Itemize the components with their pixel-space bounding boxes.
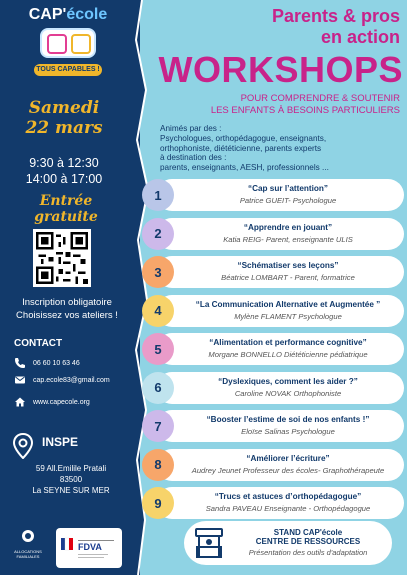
phone-number: 06 60 10 63 46 bbox=[33, 359, 80, 367]
logo-brand-left: CAP' bbox=[28, 6, 67, 23]
caf-label: ALLOCATIONS FAMILIALES bbox=[14, 549, 42, 559]
workshop-speaker: Mylène FLAMENT Psychologue bbox=[234, 311, 342, 321]
workshop-speaker: Sandra PAVEAU Enseignante - Orthopédagogue bbox=[205, 504, 371, 513]
animators-line-5: parents, enseignants, AESH, professionnels ... bbox=[160, 163, 329, 173]
registration-line-1: Inscription obligatoire bbox=[22, 297, 112, 308]
workshop-title: “Dyslexiques, comment les aider ?” bbox=[218, 376, 358, 386]
workshop-speaker: Morgane BONNELLO Diététicienne pédiatrique bbox=[208, 350, 368, 359]
venue-address bbox=[12, 463, 130, 496]
home-icon bbox=[14, 396, 26, 408]
smiley-face-icon bbox=[71, 34, 91, 54]
workshop-number: 9 bbox=[142, 487, 174, 519]
workshop-title: “Alimentation et performance cognitive” bbox=[209, 338, 367, 347]
workshop-number: 6 bbox=[142, 372, 174, 404]
registration-qr-code[interactable] bbox=[33, 229, 91, 287]
event-date bbox=[0, 98, 128, 138]
workshop-title: “Booster l’estime de soi de nos enfants !” bbox=[206, 415, 370, 424]
venue-postcode: 83500 bbox=[59, 475, 83, 484]
event-day-date: 22 mars bbox=[25, 118, 103, 138]
logo-brand bbox=[26, 6, 110, 24]
logo-brand-right: école bbox=[66, 6, 108, 23]
workshop-speaker: Béatrice LOMBART - Parent, formatrice bbox=[221, 273, 355, 282]
caf-emblem-icon bbox=[17, 528, 39, 548]
workshop-number: 4 bbox=[142, 295, 174, 327]
free-entry: Entrée gratuite bbox=[34, 193, 98, 225]
event-hours bbox=[0, 155, 128, 187]
stand-line-2: CENTRE DE RESSOURCES bbox=[255, 537, 361, 546]
logo-tagline: TOUS CAPABLES ! bbox=[34, 64, 102, 76]
workshop-item[interactable] bbox=[142, 410, 404, 442]
workshop-number: 3 bbox=[142, 256, 174, 288]
contact-website[interactable] bbox=[14, 395, 90, 409]
workshop-item[interactable] bbox=[142, 218, 404, 250]
animators-block bbox=[160, 124, 400, 173]
workshop-item[interactable] bbox=[142, 449, 404, 481]
contact-phone[interactable] bbox=[14, 356, 80, 370]
stand-booth-icon bbox=[194, 527, 224, 559]
headline-line-1: Parents & pros bbox=[271, 6, 400, 26]
stand-line-3: Présentation des outils d'adaptation bbox=[248, 548, 368, 557]
venue-city: La SEYNE SUR MER bbox=[32, 486, 110, 495]
workshop-title: “Cap sur l’attention” bbox=[247, 184, 329, 193]
time-afternoon: 14:00 à 17:00 bbox=[25, 172, 103, 186]
event-day: Samedi bbox=[28, 98, 100, 118]
headline-top bbox=[150, 6, 400, 48]
venue-street: 59 All.Emilile Pratali bbox=[35, 464, 107, 473]
animators-line-1: Animés par des : bbox=[160, 124, 222, 133]
animators-line-2: Psychologues, orthopédagogue, enseignants, bbox=[160, 133, 327, 143]
workshop-speaker: Katia REIG- Parent, enseignante ULIS bbox=[223, 234, 353, 244]
registration-line-2: Choisissez vos ateliers ! bbox=[16, 310, 118, 321]
registration-note bbox=[0, 296, 134, 322]
location-pin-icon bbox=[12, 433, 34, 459]
subheadline-line-2: LES ENFANTS À BESOINS PARTICULIERS bbox=[210, 105, 400, 116]
workshop-speaker: Caroline NOVAK Orthophoniste bbox=[234, 388, 342, 398]
workshop-title: “Trucs et astuces d’orthopédagogue” bbox=[214, 492, 362, 501]
contact-email[interactable] bbox=[14, 373, 110, 387]
fdva-logo bbox=[56, 528, 122, 568]
workshop-item[interactable] bbox=[142, 372, 404, 404]
workshop-title: “La Communication Alternative et Augmentée ” bbox=[195, 299, 381, 309]
workshop-item[interactable] bbox=[142, 179, 404, 211]
workshop-number: 5 bbox=[142, 333, 174, 365]
workshop-number: 7 bbox=[142, 410, 174, 442]
workshop-number: 2 bbox=[142, 218, 174, 250]
workshop-speaker: Audrey Jeunet Professeur des écoles- Graphothérapeute bbox=[191, 465, 385, 475]
workshop-speaker: Eloïse Salinas Psychologue bbox=[241, 427, 335, 436]
fdva-label: FDVA bbox=[78, 542, 102, 552]
workshop-item[interactable] bbox=[142, 333, 404, 365]
workshop-number: 1 bbox=[142, 179, 174, 211]
website-url: www.capecole.org bbox=[33, 398, 90, 406]
workshop-title: “Améliorer l’écriture” bbox=[246, 453, 330, 463]
workshop-speaker: Patrice GUEIT- Psychologue bbox=[239, 196, 337, 205]
qr-code-icon bbox=[36, 232, 88, 284]
contact-title: CONTACT bbox=[14, 338, 63, 349]
workshop-item[interactable] bbox=[142, 256, 404, 288]
venue-name: INSPE bbox=[42, 435, 79, 449]
stand-title bbox=[228, 528, 388, 546]
mail-icon bbox=[14, 374, 26, 386]
caf-logo bbox=[6, 528, 50, 568]
workshop-title: “Schématiser ses leçons” bbox=[237, 261, 339, 270]
partner-logos bbox=[4, 524, 122, 572]
workshop-item[interactable] bbox=[142, 295, 404, 327]
email-address: cap.ecole83@gmail.com bbox=[33, 376, 110, 384]
subheadline-line-1: POUR COMPRENDRE & SOUTENIR bbox=[240, 93, 400, 104]
stand-line-1: STAND CAP'école bbox=[273, 528, 343, 537]
animators-line-3: orthophoniste, diététicienne, parents experts bbox=[160, 143, 322, 153]
workshop-title: “Apprendre en jouant” bbox=[243, 222, 333, 232]
headline-line-2: en action bbox=[320, 27, 400, 47]
capecole-logo bbox=[26, 6, 110, 84]
workshop-item[interactable] bbox=[142, 487, 404, 519]
logo-faces bbox=[40, 28, 96, 58]
subheadline bbox=[150, 93, 400, 117]
phone-icon bbox=[14, 357, 26, 369]
workshop-number: 8 bbox=[142, 449, 174, 481]
stand-card[interactable] bbox=[184, 521, 392, 565]
smiley-face-icon bbox=[47, 34, 67, 54]
time-morning: 9:30 à 12:30 bbox=[29, 156, 99, 170]
headline-workshops: WORKSHOPS bbox=[158, 49, 403, 90]
animators-line-4: à destination des : bbox=[160, 153, 227, 163]
